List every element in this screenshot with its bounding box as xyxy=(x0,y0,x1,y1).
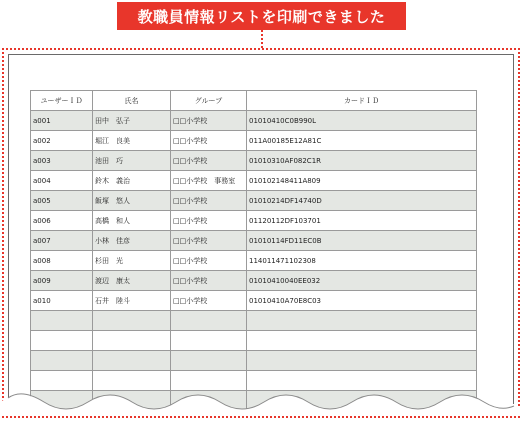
cell-group xyxy=(171,311,247,331)
cell-card-id: 01010410A70E8C03 xyxy=(247,291,477,311)
cell-group: □□小学校 xyxy=(171,191,247,211)
header-user-id: ユーザーＩＤ xyxy=(31,91,93,111)
cell-name: 渡辺 康太 xyxy=(93,271,171,291)
table-row xyxy=(31,191,477,211)
cell-card-id: 01010410040EE032 xyxy=(247,271,477,291)
cell-group: □□小学校 xyxy=(171,291,247,311)
table-row xyxy=(31,231,477,251)
table-row xyxy=(31,251,477,271)
cell-user-id: a002 xyxy=(31,131,93,151)
cell-user-id: a006 xyxy=(31,211,93,231)
table-row xyxy=(31,171,477,191)
cell-card-id: 01010214DF14740D xyxy=(247,191,477,211)
cell-group: □□小学校 xyxy=(171,251,247,271)
cell-group: □□小学校 xyxy=(171,131,247,151)
cell-user-id: a009 xyxy=(31,271,93,291)
cell-name xyxy=(93,311,171,331)
staff-list-table xyxy=(30,90,477,411)
cell-user-id: a007 xyxy=(31,231,93,251)
cell-group: □□小学校 事務室 xyxy=(171,171,247,191)
cell-card-id xyxy=(247,351,477,371)
cell-group: □□小学校 xyxy=(171,211,247,231)
cell-group: □□小学校 xyxy=(171,231,247,251)
cell-group xyxy=(171,331,247,351)
cell-user-id: a004 xyxy=(31,171,93,191)
cell-name: 田中 弘子 xyxy=(93,111,171,131)
cell-user-id xyxy=(31,311,93,331)
cell-group: □□小学校 xyxy=(171,271,247,291)
cell-name: 飯塚 悠人 xyxy=(93,191,171,211)
cell-card-id xyxy=(247,331,477,351)
callout-connector xyxy=(261,30,263,48)
table-row xyxy=(31,351,477,371)
cell-name: 高橋 和人 xyxy=(93,211,171,231)
cell-card-id: 114011471102308 xyxy=(247,251,477,271)
cell-name: 堀江 良美 xyxy=(93,131,171,151)
cell-card-id: 010102148411A809 xyxy=(247,171,477,191)
cell-name: 鈴木 義治 xyxy=(93,171,171,191)
cell-user-id: a001 xyxy=(31,111,93,131)
header-card-id: カードＩＤ xyxy=(247,91,477,111)
table-row xyxy=(31,271,477,291)
table-row xyxy=(31,311,477,331)
table-row xyxy=(31,211,477,231)
torn-page-edge xyxy=(0,388,523,421)
cell-group xyxy=(171,351,247,371)
cell-user-id: a003 xyxy=(31,151,93,171)
cell-user-id: a005 xyxy=(31,191,93,211)
print-complete-banner: 教職員情報リストを印刷できました xyxy=(117,2,406,30)
cell-card-id: 01120112DF103701 xyxy=(247,211,477,231)
header-name: 氏名 xyxy=(93,91,171,111)
cell-user-id xyxy=(31,351,93,371)
cell-group: □□小学校 xyxy=(171,111,247,131)
cell-user-id: a010 xyxy=(31,291,93,311)
cell-card-id: 01010410C0B990L xyxy=(247,111,477,131)
table-row xyxy=(31,331,477,351)
cell-user-id: a008 xyxy=(31,251,93,271)
cell-name: 小林 佳彦 xyxy=(93,231,171,251)
header-group: グループ xyxy=(171,91,247,111)
table-row xyxy=(31,111,477,131)
cell-name xyxy=(93,331,171,351)
cell-user-id xyxy=(31,331,93,351)
table-header-row xyxy=(31,91,477,111)
cell-name xyxy=(93,351,171,371)
cell-card-id xyxy=(247,311,477,331)
cell-card-id: 01010310AF082C1R xyxy=(247,151,477,171)
cell-group: □□小学校 xyxy=(171,151,247,171)
cell-name: 池田 巧 xyxy=(93,151,171,171)
cell-name: 石井 陸斗 xyxy=(93,291,171,311)
table-row xyxy=(31,151,477,171)
cell-name: 杉田 光 xyxy=(93,251,171,271)
cell-card-id: 01010114FD11EC0B xyxy=(247,231,477,251)
cell-card-id: 011A00185E12A81C xyxy=(247,131,477,151)
table-row xyxy=(31,131,477,151)
table-row xyxy=(31,291,477,311)
